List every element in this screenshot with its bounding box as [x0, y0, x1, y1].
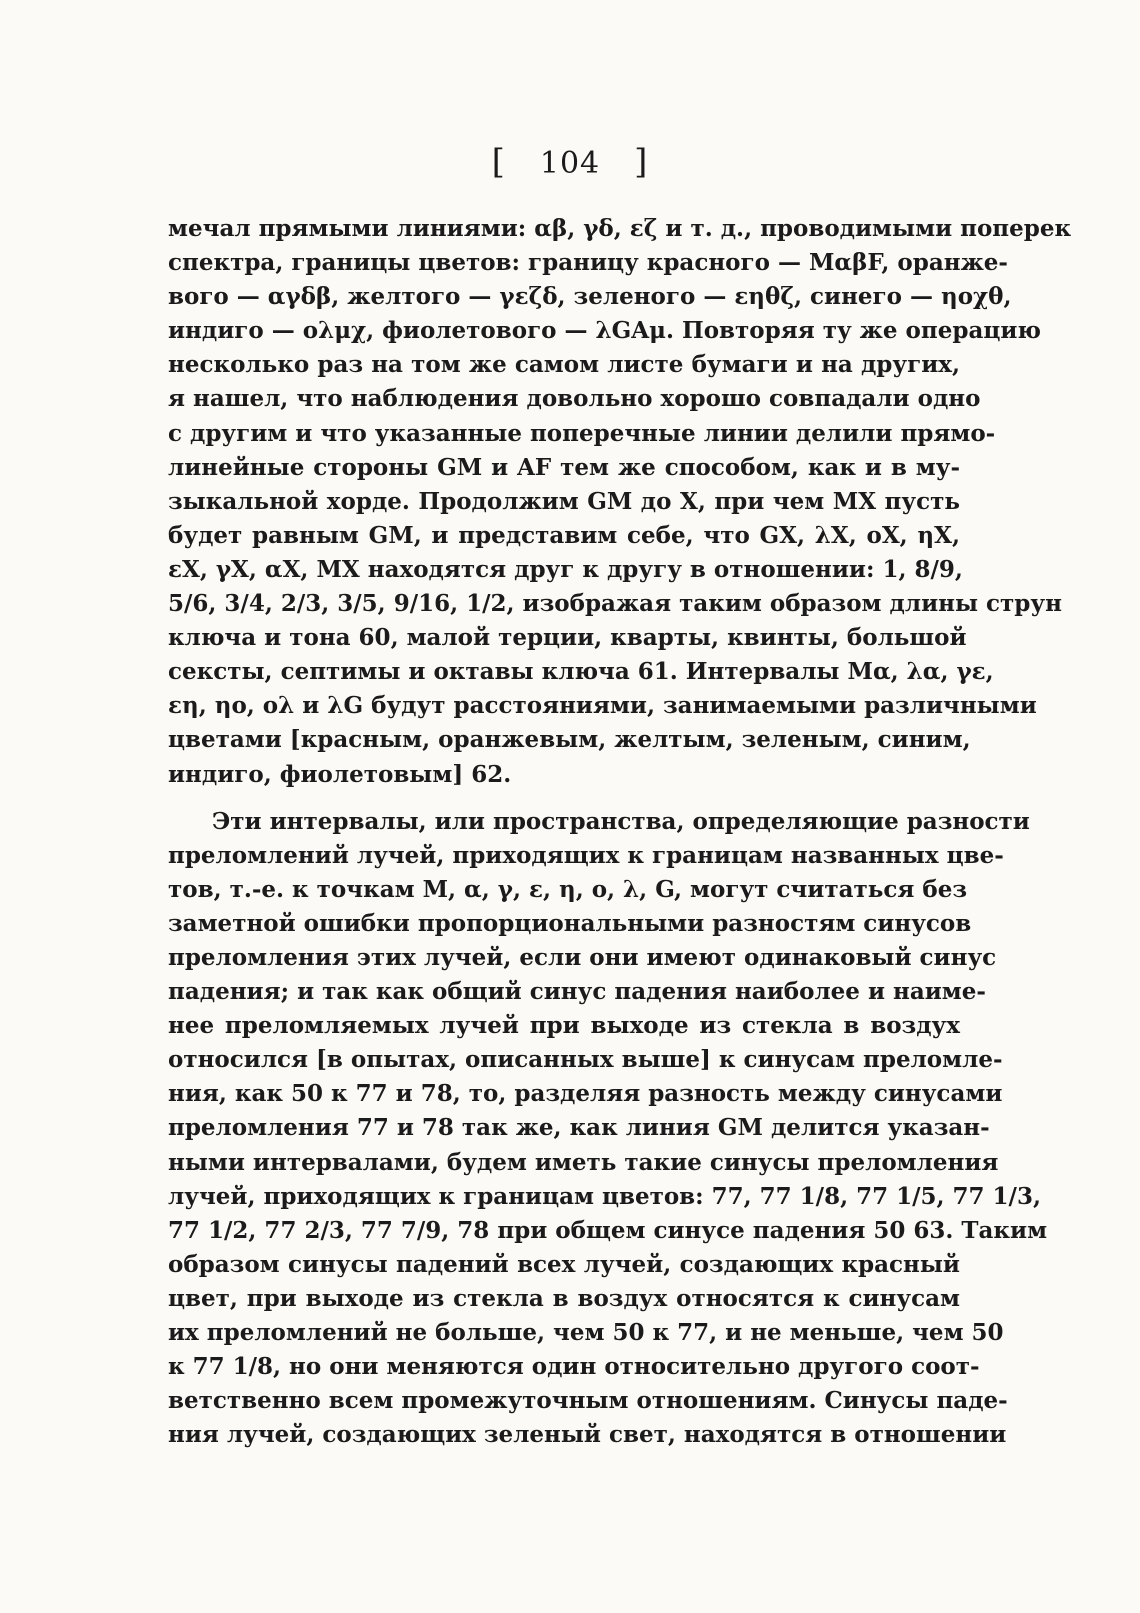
- text-line: Эти интервалы, или пространства, определяющие разности: [212, 807, 1030, 835]
- text-line: вого — αγδβ, желтого — γεζδ, зеленого — εηθζ, синего — ηoχθ,: [168, 283, 1012, 311]
- text-line: 77 1/2, 77 2/3, 77 7/9, 78 при общем синусе падения 50 63. Таким: [168, 1216, 1048, 1244]
- text-line: преломления 77 и 78 так же, как линия GM делится указан-: [168, 1114, 990, 1142]
- text-line: зыкальной хорде. Продолжим GM до X, при чем MX пусть: [168, 487, 960, 515]
- paragraph-2: [168, 805, 1048, 1453]
- text-line: ными интервалами, будем иметь такие синусы преломления: [168, 1148, 999, 1176]
- text-line: лучей, приходящих к границам цветов: 77, 77 1/8, 77 1/5, 77 1/3,: [168, 1182, 1041, 1210]
- text-line: мечал прямыми линиями: αβ, γδ, εζ и т. д., проводимыми поперек: [168, 215, 1072, 242]
- text-line: ния лучей, создающих зеленый свет, находятся в отношении: [168, 1421, 1007, 1449]
- text-line: ключа и тона 60, малой терции, кварты, квинты, большой: [168, 624, 967, 652]
- text-line: индиго, фиолетовым] 62.: [168, 760, 512, 788]
- text-line: будет равным GM, и представим себе, что GX, λX, oX, ηX,: [168, 521, 960, 549]
- text-line: я нашел, что наблюдения довольно хорошо совпадали одно: [168, 385, 981, 413]
- text-line: 5/6, 3/4, 2/3, 3/5, 9/16, 1/2, изображая таким образом длины струн: [168, 590, 1062, 618]
- text-line: преломления этих лучей, если они имеют одинаковый синус: [168, 943, 997, 971]
- text-line: несколько раз на том же самом листе бумаги и на других,: [168, 351, 960, 379]
- bracket-close: ]: [634, 142, 649, 182]
- text-line: заметной ошибки пропорциональными разностям синусов: [168, 909, 972, 937]
- bracket-open: [: [491, 142, 506, 182]
- text-line: к 77 1/8, но они меняются один относительно другого соот-: [168, 1353, 980, 1381]
- text-line: индиго — oλμχ, фиолетового — λGAμ. Повторяя ту же операцию: [168, 317, 1041, 345]
- text-line: их преломлений не больше, чем 50 к 77, и не меньше, чем 50: [168, 1319, 1004, 1346]
- text-line: нее преломляемых лучей при выходе из стекла в воздух: [168, 1012, 960, 1040]
- paragraph-gap: [168, 792, 960, 805]
- body-text: [168, 212, 1072, 1452]
- text-line: ния, как 50 к 77 и 78, то, разделяя разность между синусами: [168, 1080, 1003, 1108]
- text-line: образом синусы падений всех лучей, создающих красный: [168, 1250, 960, 1278]
- text-line: цветами [красным, оранжевым, желтым, зеленым, синим,: [168, 726, 971, 754]
- text-line: спектра, границы цветов: границу красного — MαβF, оранже-: [168, 249, 1008, 277]
- text-line: падения; и так как общий синус падения наиболее и наиме-: [168, 978, 986, 1006]
- text-line: цвет, при выходе из стекла в воздух относятся к синусам: [168, 1284, 960, 1312]
- page-number: 104: [539, 146, 601, 181]
- text-line: тов, т.-е. к точкам M, α, γ, ε, η, o, λ, G, могут считаться без: [168, 875, 968, 903]
- paragraph-1: [168, 212, 1072, 792]
- text-line: преломлений лучей, приходящих к границам названных цве-: [168, 841, 1004, 869]
- text-line: εX, γX, αX, MX находятся друг к другу в отношении: 1, 8/9,: [168, 555, 963, 583]
- text-line: с другим и что указанные поперечные линии делили прямо-: [168, 419, 996, 447]
- text-line: сексты, септимы и октавы ключа 61. Интервалы Mα, λα, γε,: [168, 658, 994, 686]
- text-line: ветственно всем промежуточным отношениям. Синусы паде-: [168, 1387, 1008, 1415]
- text-line: линейные стороны GM и AF тем же способом, как и в му-: [168, 453, 960, 481]
- text-line: относился [в опытах, описанных выше] к синусам преломле-: [168, 1046, 1003, 1074]
- text-line: εη, ηo, oλ и λG будут расстояниями, занимаемыми различными: [168, 692, 1037, 720]
- page-header: [0, 142, 1140, 182]
